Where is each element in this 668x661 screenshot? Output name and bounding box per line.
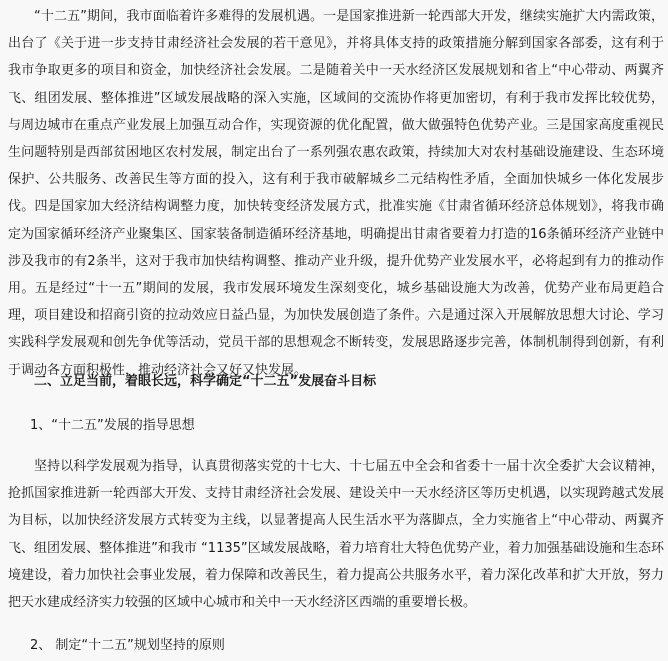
paragraph-guiding-ideology: 坚持以科学发展观为指导，认真贯彻落实党的十七大、十七届五中全会和省委十一届十次全委扩大会议精神，抢抓国家推进新一轮西部大开发、支持甘肃经济社会发展、建设关中一天水经济区等历史机遇，以实现跨越式发展为目标，以加快经济发展方式转变为主线，以显著提高人民生活水平为落脚点，全力实施省上“中心带动、两翼齐飞、组团发展、整体推进”和我市 “1135”区域发展战略，着力培育壮大特色优势产业，着力加强基础设施和生态环境建设，着力加快社会事业发展，着力保障和改善民生，着力提高公共服务水平，着力深化改革和扩大开放，努力把天水建成经济实力较强的区域中心城市和关中一天水经济区西端的重要增长极。 [8, 459, 664, 611]
sub-heading-guiding-ideology: 1、“十二五”发展的指导思想 [30, 418, 195, 433]
section-heading: 二、立足当前，着眼长远，科学确定“十二五”发展奋斗目标 [34, 374, 377, 389]
sub-heading-principles: 2、 制定“十二五”规划坚持的原则 [30, 638, 225, 653]
paragraph-development-opportunities: “十二五”期间，我市面临着许多难得的发展机遇。一是国家推进新一轮西部大开发，继续实施扩大内需政策，出台了《关于进一步支持甘肃经济社会发展的若干意见》，并将具体支持的政策措施分解到国家各部委，这有利于我市争取更多的项目和资金，加快经济社会发展。二是随着关中一天水经济区发展规划和省上“中心带动、两翼齐飞、组团发展、整体推进”区域发展战略的深入实施，区域间的交流协作将更加密切，有利于我市发挥比较优势，与周边城市在重点产业发展上加强互动合作，实现资源的优化配置，做大做强特色优势产业。三是国家高度重视民生问题特别是西部贫困地区农村发展，制定出台了一系列强农惠农政策，持续加大对农村基础设施建设、生态环境保护、公共服务、改善民生等方面的投入，这有利于我市破解城乡二元结构性矛盾，全面加快城乡一体化发展步伐。四是国家加大经济结构调整力度，加快转变经济发展方式，批准实施《甘肃省循环经济总体规划》，将我市确定为国家循环经济产业聚集区、国家装备制造循环经济基地，明确提出甘肃省要着力打造的16条循环经济产业链中涉及我市的有2条半，这对于我市加快结构调整、推动产业升级，提升优势产业发展水平，必将起到有力的推动作用。五是经过“十一五”期间的发展，我市发展环境发生深刻变化，城乡基础设施大为改善，优势产业布局更趋合理，项目建设和招商引资的拉动效应日益凸显，为加快发展创造了条件。六是通过深入开展解放思想大讨论、学习实践科学发展观和创先争优等活动，党员干部的思想观念不断转变，发展思路逐步完善，体制机制得到创新，有利于调动各方面积极性，推动经济社会又好又快发展。 [8, 9, 664, 378]
